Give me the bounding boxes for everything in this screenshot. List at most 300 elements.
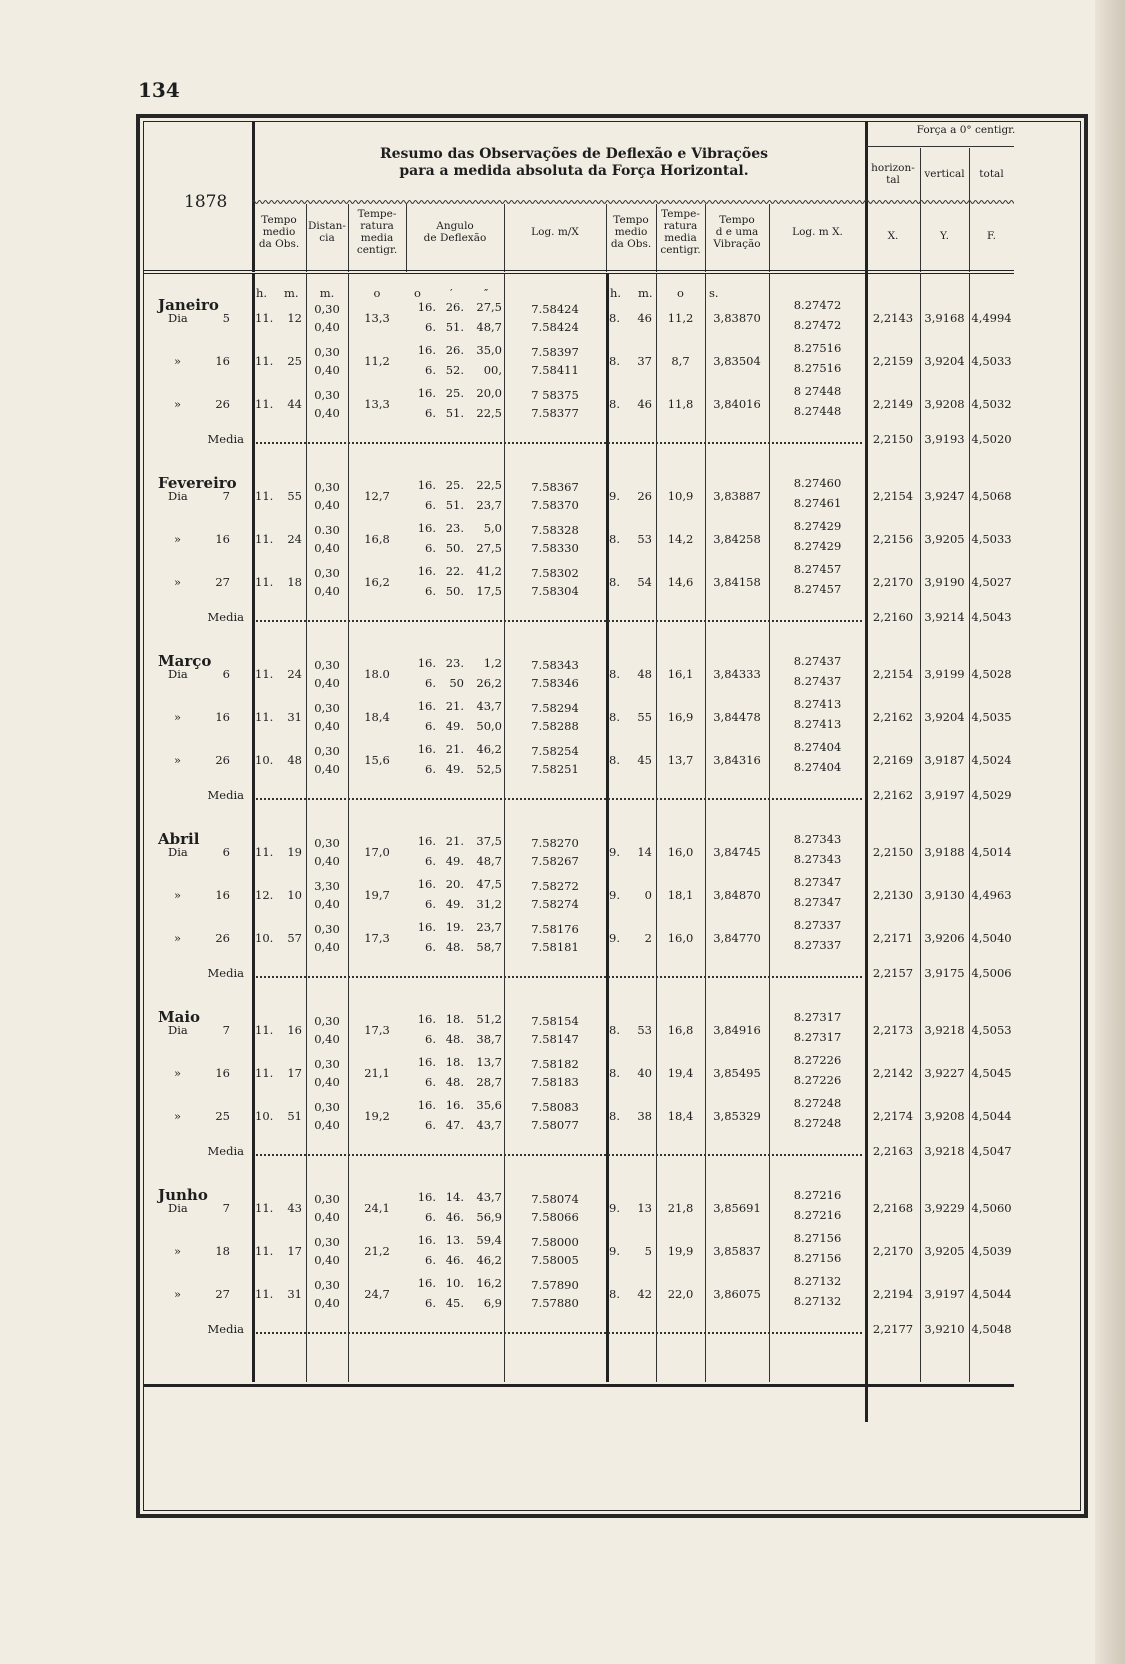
- page-number: 134: [138, 78, 180, 102]
- tempo-vibracao: 3,85329: [713, 1109, 761, 1123]
- tempo-hour: 11.: [255, 667, 274, 681]
- distancia-2: 0,40: [314, 498, 340, 512]
- col-temperatura-line-2: media: [360, 232, 394, 244]
- distancia-2: 0,40: [314, 1032, 340, 1046]
- tempo-min: 25: [287, 354, 302, 368]
- body-col-rule-1: [348, 274, 349, 1382]
- col-temperatura-2-line-2: media: [664, 232, 697, 244]
- col-temperatura-2-line-1: ratura: [663, 220, 698, 232]
- angulo-2-sec: 22,5: [476, 406, 502, 420]
- tempo-min: 10: [287, 888, 302, 902]
- tempo-2-min: 54: [637, 575, 652, 589]
- distancia-1: 0,30: [314, 1014, 340, 1028]
- media-f: 4,5006: [971, 966, 1012, 980]
- col-angulo: [406, 220, 504, 244]
- value-y: 3,9188: [924, 845, 965, 859]
- log-mx-1: 7.58367: [531, 480, 579, 494]
- angulo-2-min: 51.: [445, 406, 464, 420]
- tempo-2-hour: 8.: [609, 532, 620, 546]
- temperatura-2: 21,8: [667, 1201, 694, 1215]
- dia-ditto: »: [174, 931, 182, 945]
- media-dotted-leader: [256, 1332, 862, 1334]
- col-temperatura-line-1: ratura: [360, 220, 394, 232]
- tempo-min: 18: [287, 575, 302, 589]
- angulo-1-min: 22.: [445, 564, 464, 578]
- month-name-maio: Maio: [158, 1008, 201, 1026]
- angulo-2-min: 49.: [445, 854, 464, 868]
- media-x: 2,2163: [872, 1144, 914, 1158]
- media-dotted-leader: [256, 976, 862, 978]
- dia-ditto: »: [174, 575, 182, 589]
- angulo-1-sec: 43,7: [476, 1190, 502, 1204]
- log-m-x-1: 8.27516: [793, 341, 842, 355]
- log-mx-1: 7 58375: [531, 388, 579, 402]
- log-mx-2: 7.58424: [531, 320, 579, 334]
- media-dotted-leader: [256, 620, 862, 622]
- distancia-1: 0,30: [314, 922, 340, 936]
- log-mx-2: 7.57880: [531, 1296, 579, 1310]
- value-y: 3,9204: [924, 354, 965, 368]
- tempo-hour: 11.: [255, 489, 274, 503]
- angulo-1-deg: 16.: [417, 1098, 436, 1112]
- value-y: 3,9168: [924, 311, 965, 325]
- distancia-2: 0,40: [314, 320, 340, 334]
- tempo-min: 51: [287, 1109, 302, 1123]
- log-mx-1: 7.58270: [531, 836, 579, 850]
- angulo-1-min: 23.: [445, 521, 464, 535]
- tempo-vibracao: 3,84770: [713, 931, 761, 945]
- log-mx-2: 7.58304: [531, 584, 579, 598]
- tempo-min: 44: [287, 397, 302, 411]
- col-temperatura-2: [656, 208, 705, 256]
- angulo-1-deg: 16.: [417, 877, 436, 891]
- log-mx-2: 7.58330: [531, 541, 579, 555]
- value-f: 4,5014: [971, 845, 1012, 859]
- value-f: 4,5032: [971, 397, 1012, 411]
- log-m-x-2: 8.27404: [793, 760, 842, 774]
- value-y: 3,9130: [924, 888, 965, 902]
- month-name-janeiro: Janeiro: [158, 296, 219, 314]
- dia-ditto: »: [174, 1287, 182, 1301]
- tempo-vibracao: 3,84870: [713, 888, 761, 902]
- angulo-1-min: 21.: [445, 742, 464, 756]
- body-divider: [252, 274, 255, 1382]
- col-distancia: [306, 220, 348, 244]
- tempo-hour: 11.: [255, 845, 274, 859]
- col-tempo-obs-line-0: Tempo: [261, 214, 297, 226]
- tempo-2-hour: 8.: [609, 397, 620, 411]
- value-f: 4,5044: [971, 1109, 1012, 1123]
- angulo-1-min: 16.: [445, 1098, 464, 1112]
- tempo-vibracao: 3,84316: [713, 753, 761, 767]
- col-temperatura-line-3: centigr.: [356, 244, 398, 256]
- angulo-2-deg: 6.: [425, 719, 436, 733]
- angulo-2-sec: 31,2: [476, 897, 502, 911]
- tempo-2-min: 40: [637, 1066, 652, 1080]
- tempo-2-hour: 8.: [609, 575, 620, 589]
- col-horizontal: [866, 162, 920, 186]
- col-tempo-obs-2-line-0: Tempo: [613, 214, 649, 226]
- log-m-x-2: 8.27437: [793, 674, 842, 688]
- angulo-1-deg: 16.: [417, 920, 436, 934]
- angulo-1-sec: 59,4: [476, 1233, 502, 1247]
- col-tempo-obs-line-2: da Obs.: [258, 238, 300, 250]
- dia-value: 26: [215, 753, 230, 767]
- angulo-1-deg: 16.: [417, 564, 436, 578]
- value-x: 2,2154: [872, 667, 914, 681]
- tempo-vibracao: 3,84016: [713, 397, 761, 411]
- angulo-2-min: 50.: [445, 584, 464, 598]
- distancia-2: 0,40: [314, 719, 340, 733]
- value-f: 4,5045: [971, 1066, 1012, 1080]
- distancia-2: 0,40: [314, 1296, 340, 1310]
- temperatura-2: 14,2: [667, 532, 694, 546]
- value-y: 3,9208: [924, 1109, 965, 1123]
- media-x: 2,2157: [872, 966, 914, 980]
- media-label: Media: [207, 788, 244, 802]
- tempo-min: 43: [287, 1201, 302, 1215]
- media-y: 3,9175: [924, 966, 965, 980]
- log-mx-2: 7.58377: [531, 406, 579, 420]
- distancia-2: 0,40: [314, 1253, 340, 1267]
- col-log-m-x: [769, 226, 866, 238]
- col-horizontal-line-1: tal: [886, 174, 900, 186]
- angulo-1-sec: 37,5: [476, 834, 502, 848]
- distancia-1: 0,30: [314, 1278, 340, 1292]
- distancia-2: 0,40: [314, 363, 340, 377]
- angulo-2-sec: 6,9: [483, 1296, 502, 1310]
- value-y: 3,9247: [924, 489, 965, 503]
- tempo-2-hour: 9.: [609, 888, 620, 902]
- angulo-1-sec: 5,0: [483, 521, 502, 535]
- tempo-2-min: 13: [637, 1201, 652, 1215]
- media-y: 3,9210: [924, 1322, 965, 1336]
- angulo-1-deg: 16.: [417, 521, 436, 535]
- angulo-2-deg: 6.: [425, 584, 436, 598]
- tempo-hour: 11.: [255, 710, 274, 724]
- media-x: 2,2150: [872, 432, 914, 446]
- value-y: 3,9197: [924, 1287, 965, 1301]
- distancia-1: 0,30: [314, 658, 340, 672]
- tempo-min: 24: [287, 532, 302, 546]
- log-mx-1: 7.57890: [531, 1278, 579, 1292]
- angulo-2-deg: 6.: [425, 320, 436, 334]
- angulo-2-sec: 56,9: [476, 1210, 502, 1224]
- media-dotted-leader: [256, 1154, 862, 1156]
- angulo-1-min: 10.: [445, 1276, 464, 1290]
- col-rule-vertical: [920, 148, 921, 272]
- temperatura-2: 18,4: [667, 1109, 694, 1123]
- angulo-2-min: 52.: [445, 363, 464, 377]
- value-y: 3,9187: [924, 753, 965, 767]
- body-col-rule-4: [705, 274, 706, 1382]
- log-mx-1: 7.58074: [531, 1192, 579, 1206]
- value-x: 2,2159: [872, 354, 914, 368]
- angulo-1-min: 25.: [445, 386, 464, 400]
- log-m-x-1: 8.27457: [793, 562, 842, 576]
- angulo-2-sec: 48,7: [476, 320, 502, 334]
- distancia-1: 0,30: [314, 566, 340, 580]
- tempo-min: 24: [287, 667, 302, 681]
- dia-value: 16: [215, 354, 230, 368]
- value-x: 2,2162: [872, 710, 914, 724]
- col-vertical: [920, 168, 969, 180]
- tempo-2-min: 53: [637, 532, 652, 546]
- log-mx-2: 7.58066: [531, 1210, 579, 1224]
- log-mx-1: 7.58000: [531, 1235, 579, 1249]
- dia-ditto: »: [174, 354, 182, 368]
- angulo-1-sec: 20,0: [476, 386, 502, 400]
- tempo-vibracao: 3,84745: [713, 845, 761, 859]
- angulo-2-deg: 6.: [425, 363, 436, 377]
- header-bottom-rule: [144, 270, 1014, 274]
- log-mx-1: 7.58154: [531, 1014, 579, 1028]
- angulo-1-min: 26.: [445, 300, 464, 314]
- tempo-vibracao: 3,85837: [713, 1244, 761, 1258]
- angulo-2-deg: 6.: [425, 1296, 436, 1310]
- value-x: 2,2156: [872, 532, 914, 546]
- angulo-2-min: 48.: [445, 1032, 464, 1046]
- media-y: 3,9193: [924, 432, 965, 446]
- distancia-2: 0,40: [314, 854, 340, 868]
- log-mx-1: 7.58343: [531, 658, 579, 672]
- dia-label: Dia: [168, 489, 188, 503]
- title-line-2: para a medida absoluta da Força Horizontal.: [399, 163, 749, 179]
- col-vertical-line-0: vertical: [924, 168, 965, 180]
- angulo-1-min: 13.: [445, 1233, 464, 1247]
- dia-value: 5: [222, 311, 230, 325]
- distancia-1: 0,30: [314, 388, 340, 402]
- angulo-2-min: 46.: [445, 1210, 464, 1224]
- angulo-2-min: 49.: [445, 762, 464, 776]
- dia-ditto: »: [174, 532, 182, 546]
- angulo-1-deg: 16.: [417, 386, 436, 400]
- angulo-1-sec: 23,7: [476, 920, 502, 934]
- distancia-1: 0,30: [314, 1100, 340, 1114]
- angulo-2-deg: 6.: [425, 1075, 436, 1089]
- temperatura-2: 16,1: [667, 667, 694, 681]
- distancia-2: 0,40: [314, 1075, 340, 1089]
- tempo-2-hour: 9.: [609, 931, 620, 945]
- angulo-1-deg: 16.: [417, 1012, 436, 1026]
- log-m-x-2: 8.27343: [793, 852, 842, 866]
- value-f: 4,5068: [971, 489, 1012, 503]
- angulo-2-min: 47.: [445, 1118, 464, 1132]
- tempo-hour: 11.: [255, 1023, 274, 1037]
- value-f: 4,5028: [971, 667, 1012, 681]
- tempo-vibracao: 3,84258: [713, 532, 761, 546]
- angulo-2-min: 48.: [445, 940, 464, 954]
- value-f: 4,5040: [971, 931, 1012, 945]
- dia-value: 26: [215, 931, 230, 945]
- log-mx-2: 7.58274: [531, 897, 579, 911]
- tempo-2-min: 46: [637, 397, 652, 411]
- dia-value: 7: [222, 1023, 230, 1037]
- angulo-2-sec: 17,5: [476, 584, 502, 598]
- unit-temp: o: [373, 286, 381, 300]
- value-f: 4,5027: [971, 575, 1012, 589]
- log-m-x-2: 8.27337: [793, 938, 842, 952]
- tempo-vibracao: 3,83870: [713, 311, 761, 325]
- log-m-x-1: 8.27343: [793, 832, 842, 846]
- dia-label: Dia: [168, 311, 188, 325]
- col-tempo-obs-2-line-2: da Obs.: [610, 238, 652, 250]
- value-y: 3,9227: [924, 1066, 965, 1080]
- tempo-min: 17: [287, 1066, 302, 1080]
- header-col-rule-7: [769, 204, 770, 272]
- log-m-x-1: 8.27413: [793, 697, 842, 711]
- angulo-2-min: 46.: [445, 1253, 464, 1267]
- tempo-vibracao: 3,85495: [713, 1066, 761, 1080]
- forca-subrule: [866, 146, 1014, 147]
- unit-m-2: m.: [638, 286, 653, 300]
- angulo-2-min: 50: [449, 676, 464, 690]
- tempo-2-hour: 8.: [609, 1023, 620, 1037]
- media-f: 4,5043: [971, 610, 1012, 624]
- media-y: 3,9218: [924, 1144, 965, 1158]
- value-x: 2,2154: [872, 489, 914, 503]
- temperatura: 12,7: [364, 489, 390, 503]
- angulo-1-deg: 16.: [417, 300, 436, 314]
- angulo-1-sec: 35,6: [476, 1098, 502, 1112]
- temperatura: 17,3: [364, 1023, 390, 1037]
- log-mx-2: 7.58267: [531, 854, 579, 868]
- col-log-mx-line-0: Log. m/X: [531, 226, 579, 238]
- temperatura: 19,7: [364, 888, 390, 902]
- angulo-2-min: 50.: [445, 541, 464, 555]
- unit-h: h.: [256, 286, 268, 300]
- dia-label: Dia: [168, 1023, 188, 1037]
- distancia-2: 0,40: [314, 762, 340, 776]
- log-mx-1: 7.58083: [531, 1100, 579, 1114]
- media-f: 4,5048: [971, 1322, 1012, 1336]
- col-total-line-0: total: [979, 168, 1004, 180]
- angulo-1-deg: 16.: [417, 343, 436, 357]
- col-tempo-vibracao-line-1: d e uma: [715, 226, 759, 238]
- page-edge: [1095, 0, 1125, 1664]
- dia-value: 16: [215, 532, 230, 546]
- tempo-2-min: 38: [637, 1109, 652, 1123]
- tempo-2-min: 14: [637, 845, 652, 859]
- value-f: 4,4994: [971, 311, 1012, 325]
- month-name-junho: Junho: [158, 1186, 208, 1204]
- log-m-x-2: 8.27248: [793, 1116, 842, 1130]
- angulo-2-deg: 6.: [425, 1210, 436, 1224]
- dia-ditto: »: [174, 710, 182, 724]
- tempo-2-hour: 9.: [609, 489, 620, 503]
- tempo-hour: 11.: [255, 1201, 274, 1215]
- temperatura: 24,1: [364, 1201, 390, 1215]
- col-total: [969, 168, 1014, 180]
- value-x: 2,2170: [872, 1244, 914, 1258]
- dia-value: 6: [222, 845, 230, 859]
- value-f: 4,5060: [971, 1201, 1012, 1215]
- angulo-1-deg: 16.: [417, 478, 436, 492]
- distancia-2: 0,40: [314, 406, 340, 420]
- log-m-x-1: 8.27404: [793, 740, 842, 754]
- log-m-x-1: 8.27317: [793, 1010, 842, 1024]
- angulo-2-deg: 6.: [425, 498, 436, 512]
- tempo-min: 31: [287, 1287, 302, 1301]
- distancia-2: 0,40: [314, 1118, 340, 1132]
- title-line-1: Resumo das Observações de Deflexão e Vibrações: [379, 146, 769, 162]
- log-mx-1: 7.58272: [531, 879, 579, 893]
- angulo-1-sec: 47,5: [476, 877, 502, 891]
- tempo-2-hour: 8.: [609, 667, 620, 681]
- angulo-2-sec: 50,0: [476, 719, 502, 733]
- unit-temp-2: o: [677, 286, 684, 300]
- distancia-1: 0,30: [314, 302, 340, 316]
- log-mx-1: 7.58294: [531, 701, 579, 715]
- angulo-1-deg: 16.: [417, 1233, 436, 1247]
- temperatura: 19,2: [364, 1109, 390, 1123]
- log-m-x-1: 8.27132: [793, 1274, 842, 1288]
- angulo-2-sec: 52,5: [476, 762, 502, 776]
- angulo-1-sec: 22,5: [476, 478, 502, 492]
- angulo-1-sec: 16,2: [476, 1276, 502, 1290]
- angulo-2-deg: 6.: [425, 541, 436, 555]
- value-x: 2,2174: [872, 1109, 914, 1123]
- forca-header: Força a 0° centigr.: [916, 124, 1016, 136]
- tempo-vibracao: 3,84333: [713, 667, 761, 681]
- angulo-1-sec: 35,0: [476, 343, 502, 357]
- angulo-2-sec: 26,2: [476, 676, 502, 690]
- tempo-2-min: 55: [637, 710, 652, 724]
- angulo-2-deg: 6.: [425, 1118, 436, 1132]
- dia-value: 27: [215, 1287, 230, 1301]
- table-bottom-rule: [144, 1384, 1014, 1387]
- angulo-1-sec: 1,2: [483, 656, 502, 670]
- tempo-hour: 11.: [255, 1287, 274, 1301]
- col-x-line-0: X.: [887, 230, 899, 242]
- temperatura: 13,3: [364, 311, 390, 325]
- temperatura-2: 11,8: [667, 397, 694, 411]
- log-mx-1: 7.58302: [531, 566, 579, 580]
- value-x: 2,2142: [872, 1066, 914, 1080]
- forca-wavy-rule: [866, 198, 1014, 206]
- tempo-2-hour: 8.: [609, 753, 620, 767]
- log-m-x-1: 8.27226: [793, 1053, 842, 1067]
- media-y: 3,9214: [924, 610, 965, 624]
- dia-ditto: »: [174, 1109, 182, 1123]
- tempo-2-min: 45: [637, 753, 652, 767]
- distancia-1: 3,30: [314, 879, 340, 893]
- temperatura: 11,2: [364, 354, 390, 368]
- tempo-min: 17: [287, 1244, 302, 1258]
- col-horizontal-line-0: horizon-: [871, 162, 915, 174]
- angulo-1-deg: 16.: [417, 699, 436, 713]
- temperatura-2: 18,1: [667, 888, 694, 902]
- unit-dist: m.: [319, 286, 335, 300]
- angulo-2-sec: 48,7: [476, 854, 502, 868]
- col-temperatura-2-line-3: centigr.: [660, 244, 701, 256]
- log-mx-1: 7.58397: [531, 345, 579, 359]
- month-name-fevereiro: Fevereiro: [158, 474, 237, 492]
- angulo-2-min: 51.: [445, 498, 464, 512]
- temperatura-2: 8,7: [671, 354, 690, 368]
- distancia-2: 0,40: [314, 1210, 340, 1224]
- dia-label: Dia: [168, 845, 188, 859]
- angulo-2-deg: 6.: [425, 1032, 436, 1046]
- tempo-2-min: 37: [637, 354, 652, 368]
- angulo-1-min: 25.: [445, 478, 464, 492]
- log-m-x-2: 8.27216: [793, 1208, 842, 1222]
- temperatura: 17,0: [364, 845, 390, 859]
- media-f: 4,5020: [971, 432, 1012, 446]
- distancia-1: 0.30: [314, 523, 340, 537]
- media-dotted-leader: [256, 442, 862, 444]
- log-mx-2: 7.58147: [531, 1032, 579, 1046]
